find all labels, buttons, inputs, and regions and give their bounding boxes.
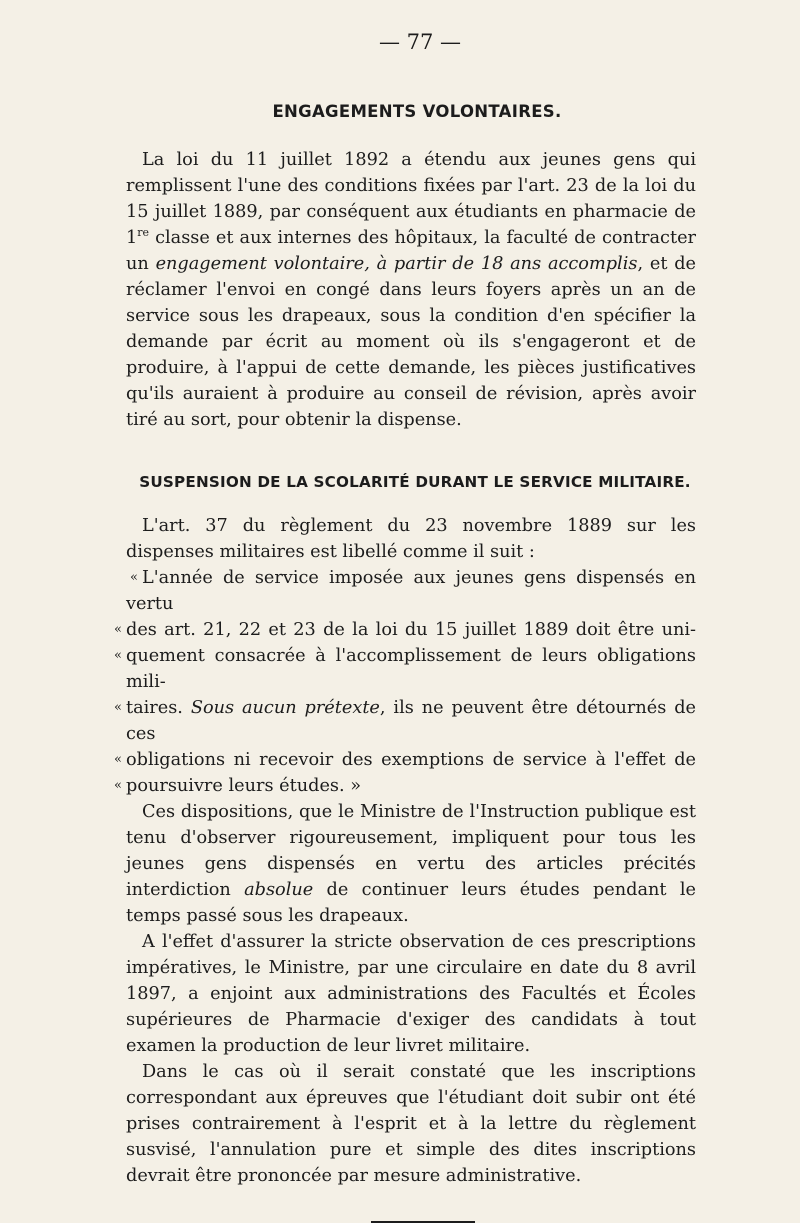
italic-text: Sous aucun prétexte (190, 698, 380, 718)
paragraph-dispositions (126, 799, 696, 929)
superscript: re (137, 226, 150, 240)
quote-close-mark: » (350, 776, 362, 796)
quote-text: taires. (126, 698, 191, 718)
text: de continuer leurs études pendant le temps passé sous les drapeaux. (126, 880, 696, 926)
page-number: — 77 — (378, 30, 462, 54)
quote-line (114, 643, 696, 695)
italic-text: absolue (244, 880, 314, 900)
quote-line (114, 695, 696, 747)
text: Ces dispositions, que le Ministre de l'Instruction publique est tenu d'observer rigoureusement, impliquent pour tous les jeunes gens dispensés en vertu des articles précités interdiction (126, 802, 696, 900)
paragraph-circulaire: A l'effet d'assurer la stricte observation de ces prescriptions impératives, le Ministre, par une circulaire en date du 8 avril 1897, a enjoint aux administrations des Facultés et Écoles supérieures de Pharmacie d'exiger des candidats à tout examen la production de leur livret militaire. (126, 932, 696, 1056)
text: classe et aux internes des hôpitaux, la faculté de contracter un (126, 228, 696, 274)
quote-text: obligations ni recevoir des exemptions de service à l'effet de (126, 750, 696, 770)
quote-text: des art. 21, 22 et 23 de la loi du 15 juillet 1889 doit être uni- (126, 620, 696, 640)
quote-mark: « (114, 778, 122, 793)
quote-line (126, 565, 696, 617)
quote-mark: « (114, 622, 122, 637)
quote-line (114, 617, 696, 643)
italic-text: engagement volontaire, à partir de 18 ans accomplis (155, 254, 638, 274)
quote-text: poursuivre leurs études. (126, 776, 345, 796)
quote-mark: « (114, 752, 122, 767)
quote-mark: « (114, 700, 122, 715)
text: , et de réclamer l'envoi en congé dans leurs foyers après un an de service sous les drapeaux, sous la condition d'en spécifier la demande par écrit au moment où ils s'engageront et de produire, à l'appui de cette demande, les pièces justificatives qu'ils auraient à produire au conseil de révision, après avoir tiré au sort, pour obtenir la dispense. (126, 254, 697, 430)
quote-mark: « (130, 570, 138, 585)
quote-text: , ils ne peuvent être détournés de ces (126, 698, 696, 744)
quote-line (114, 747, 696, 773)
quoted-article (114, 565, 696, 799)
quote-text: L'année de service imposée aux jeunes gens dispensés en vertu (126, 568, 696, 614)
quote-line (114, 773, 696, 799)
section-title-engagements: ENGAGEMENTS VOLONTAIRES. (272, 102, 562, 121)
section-title-suspension: SUSPENSION DE LA SCOLARITÉ DURANT LE SERVICE MILITAIRE. (139, 473, 691, 491)
text: La loi du 11 juillet 1892 a étendu aux jeunes gens qui remplissent l'une des conditions fixées par l'art. 23 de la loi du 15 juillet 1889, par conséquent aux étudiants en pharmacie de 1 (126, 150, 696, 248)
paragraph-engagements (126, 147, 696, 433)
paragraph-annulation: Dans le cas où il serait constaté que les inscriptions correspondant aux épreuves que l'étudiant doit subir ont été prises contrairement à l'esprit et à la lettre du règlement susvisé, l'annulation pure et simple des dites inscriptions devrait être prononcée par mesure administrative. (126, 1062, 696, 1186)
quote-text: quement consacrée à l'accomplissement de leurs obligations mili- (126, 646, 696, 692)
paragraph-intro: L'art. 37 du règlement du 23 novembre 1889 sur les dispenses militaires est libellé comme il suit : (126, 516, 696, 562)
quote-mark: « (114, 648, 122, 663)
